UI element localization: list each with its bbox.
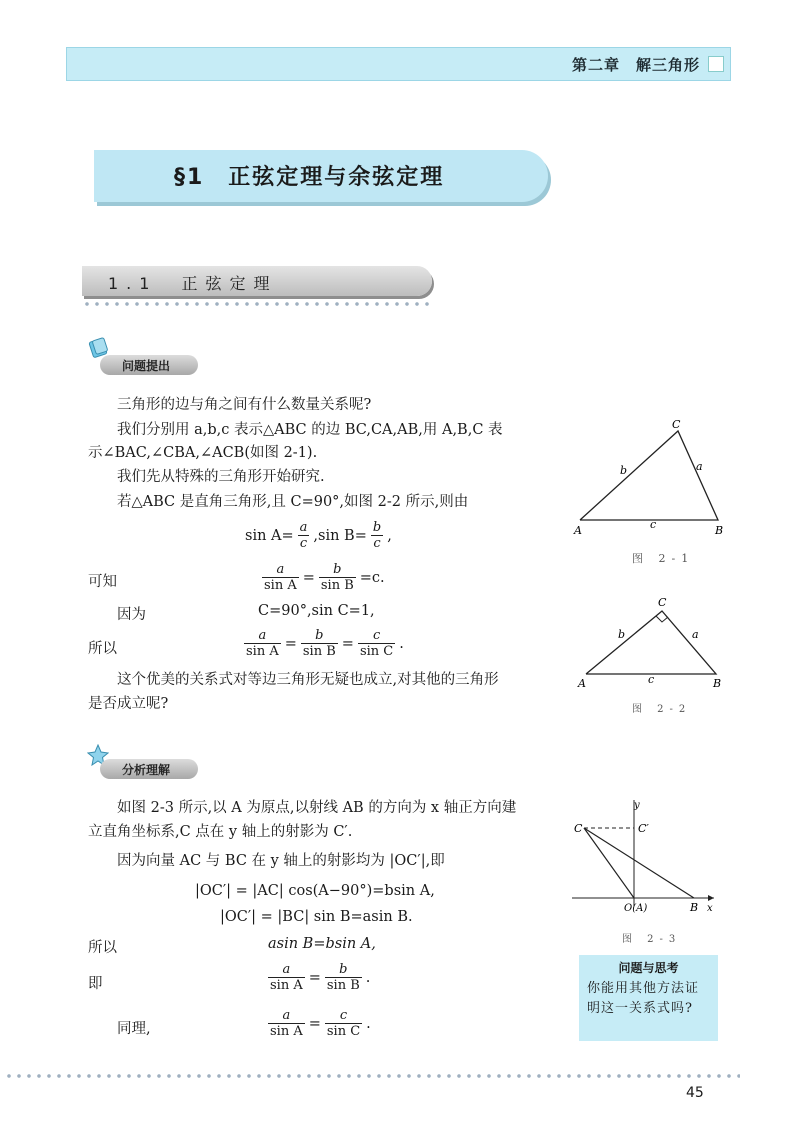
paragraph: 这个优美的关系式对等边三角形无疑也成立,对其他的三角形	[117, 672, 499, 688]
paragraph: 是否成立呢?	[88, 696, 169, 712]
axis-label: x	[707, 903, 713, 914]
paragraph: 如图 2-3 所示,以 A 为原点,以射线 AB 的方向为 x 轴正方向建	[117, 800, 517, 816]
side-label: c	[650, 518, 657, 531]
point-label: C	[574, 822, 583, 835]
paragraph: 示∠BAC,∠CBA,∠ACB(如图 2-1).	[88, 445, 318, 461]
dotted-divider	[82, 302, 434, 306]
figure-2-2	[570, 593, 730, 718]
vertex-label: B	[715, 524, 724, 537]
problem-label-pill	[100, 355, 198, 375]
equation-c-90: C=90°,sin C=1,	[258, 603, 375, 619]
analysis-label: 分析理解	[122, 763, 171, 777]
paragraph: 若△ABC 是直角三角形,且 C=90°,如图 2-2 所示,则由	[117, 494, 469, 510]
subsection-title-banner	[82, 266, 432, 296]
side-label: a	[696, 460, 703, 473]
figure-caption: 图 2-2	[632, 704, 692, 715]
side-label: c	[648, 673, 655, 686]
equation-asinb: asin B=bsin A,	[268, 936, 376, 952]
equation-sin-def: sin A= $\frac{a}{c}$ ,sin B= $\frac{b}{c}$ ,	[245, 520, 392, 551]
section-title-banner	[94, 150, 548, 202]
vertex-label: A	[574, 524, 582, 537]
side-label: a	[692, 628, 699, 641]
side-label: b	[620, 464, 628, 477]
x-axis-arrow	[708, 895, 714, 901]
chapter-header-band	[66, 47, 731, 81]
right-triangle-abc	[586, 611, 716, 674]
think-box-title: 问题与思考	[618, 961, 679, 975]
chapter-title: 第二章 解三角形	[571, 56, 700, 74]
axis-label: y	[634, 800, 640, 811]
paragraph: 立直角坐标系,C 点在 y 轴上的射影为 C′.	[88, 824, 353, 840]
label-suoyi: 所以	[88, 641, 117, 657]
paragraph: 我们分别用 a,b,c 表示△ABC 的边 BC,CA,AB,用 A,B,C 表	[117, 422, 503, 438]
label-kezhi: 可知	[88, 574, 117, 590]
equation-projection-b: |OC′| = |AC| cos(A−90°)=bsin A,	[195, 883, 435, 899]
analysis-label-pill	[100, 759, 198, 779]
figure-caption: 图 2-1	[632, 552, 695, 565]
equation-projection-a: |OC′| = |BC| sin B=asin B.	[220, 909, 413, 925]
label-yinwei: 因为	[117, 607, 146, 623]
subsection-title: 1.1 正弦定理	[108, 274, 278, 293]
point-label: O(A)	[624, 903, 648, 914]
vertex-label: C	[658, 596, 667, 609]
point-label: B	[690, 901, 699, 914]
equation-law-of-sines: $\frac{a}{\text{sin A}}$ = $\frac{b}{\text{sin B}}$ = $\frac{c}{\text{sin C}}$ .	[246, 628, 404, 659]
paragraph: 我们先从特殊的三角形开始研究.	[117, 469, 325, 485]
figure-2-3	[572, 798, 722, 948]
equation-a-b-ratio: $\frac{a}{\text{sin A}}$ = $\frac{b}{\text{sin B}}$ .	[270, 962, 371, 993]
label-ji: 即	[88, 976, 103, 992]
vertex-label: B	[713, 677, 722, 690]
side-label: b	[618, 628, 626, 641]
question-think-box	[579, 955, 718, 1041]
side-ac	[584, 828, 634, 898]
point-label: C′	[638, 822, 649, 835]
page-number: 45	[686, 1085, 704, 1101]
bottom-dotted-divider	[4, 1074, 740, 1078]
side-bc	[584, 828, 694, 898]
header-square-mark	[708, 56, 724, 72]
vertex-label: A	[578, 677, 586, 690]
vertex-label: C	[672, 418, 681, 431]
paragraph: 三角形的边与角之间有什么数量关系呢?	[117, 397, 372, 413]
figure-2-1	[570, 418, 730, 573]
think-box-body: 你能用其他方法证明这一关系式吗?	[587, 981, 700, 1016]
triangle-abc	[580, 431, 718, 520]
section-title: §1 正弦定理与余弦定理	[174, 165, 445, 190]
problem-label: 问题提出	[122, 359, 171, 373]
paragraph: 因为向量 AC 与 BC 在 y 轴上的射影均为 |OC′|,即	[117, 853, 445, 869]
equation-a-c-ratio: $\frac{a}{\text{sin A}}$ = $\frac{c}{\text{sin C}}$ .	[270, 1008, 371, 1039]
figure-caption: 图 2-3	[622, 934, 682, 945]
equation-ratio-c: $\frac{a}{\text{sin A}}$ = $\frac{b}{\text{sin B}}$ =c.	[264, 562, 385, 593]
label-suoyi: 所以	[88, 940, 117, 956]
label-tongli: 同理,	[117, 1021, 151, 1037]
right-angle-mark	[656, 616, 668, 622]
